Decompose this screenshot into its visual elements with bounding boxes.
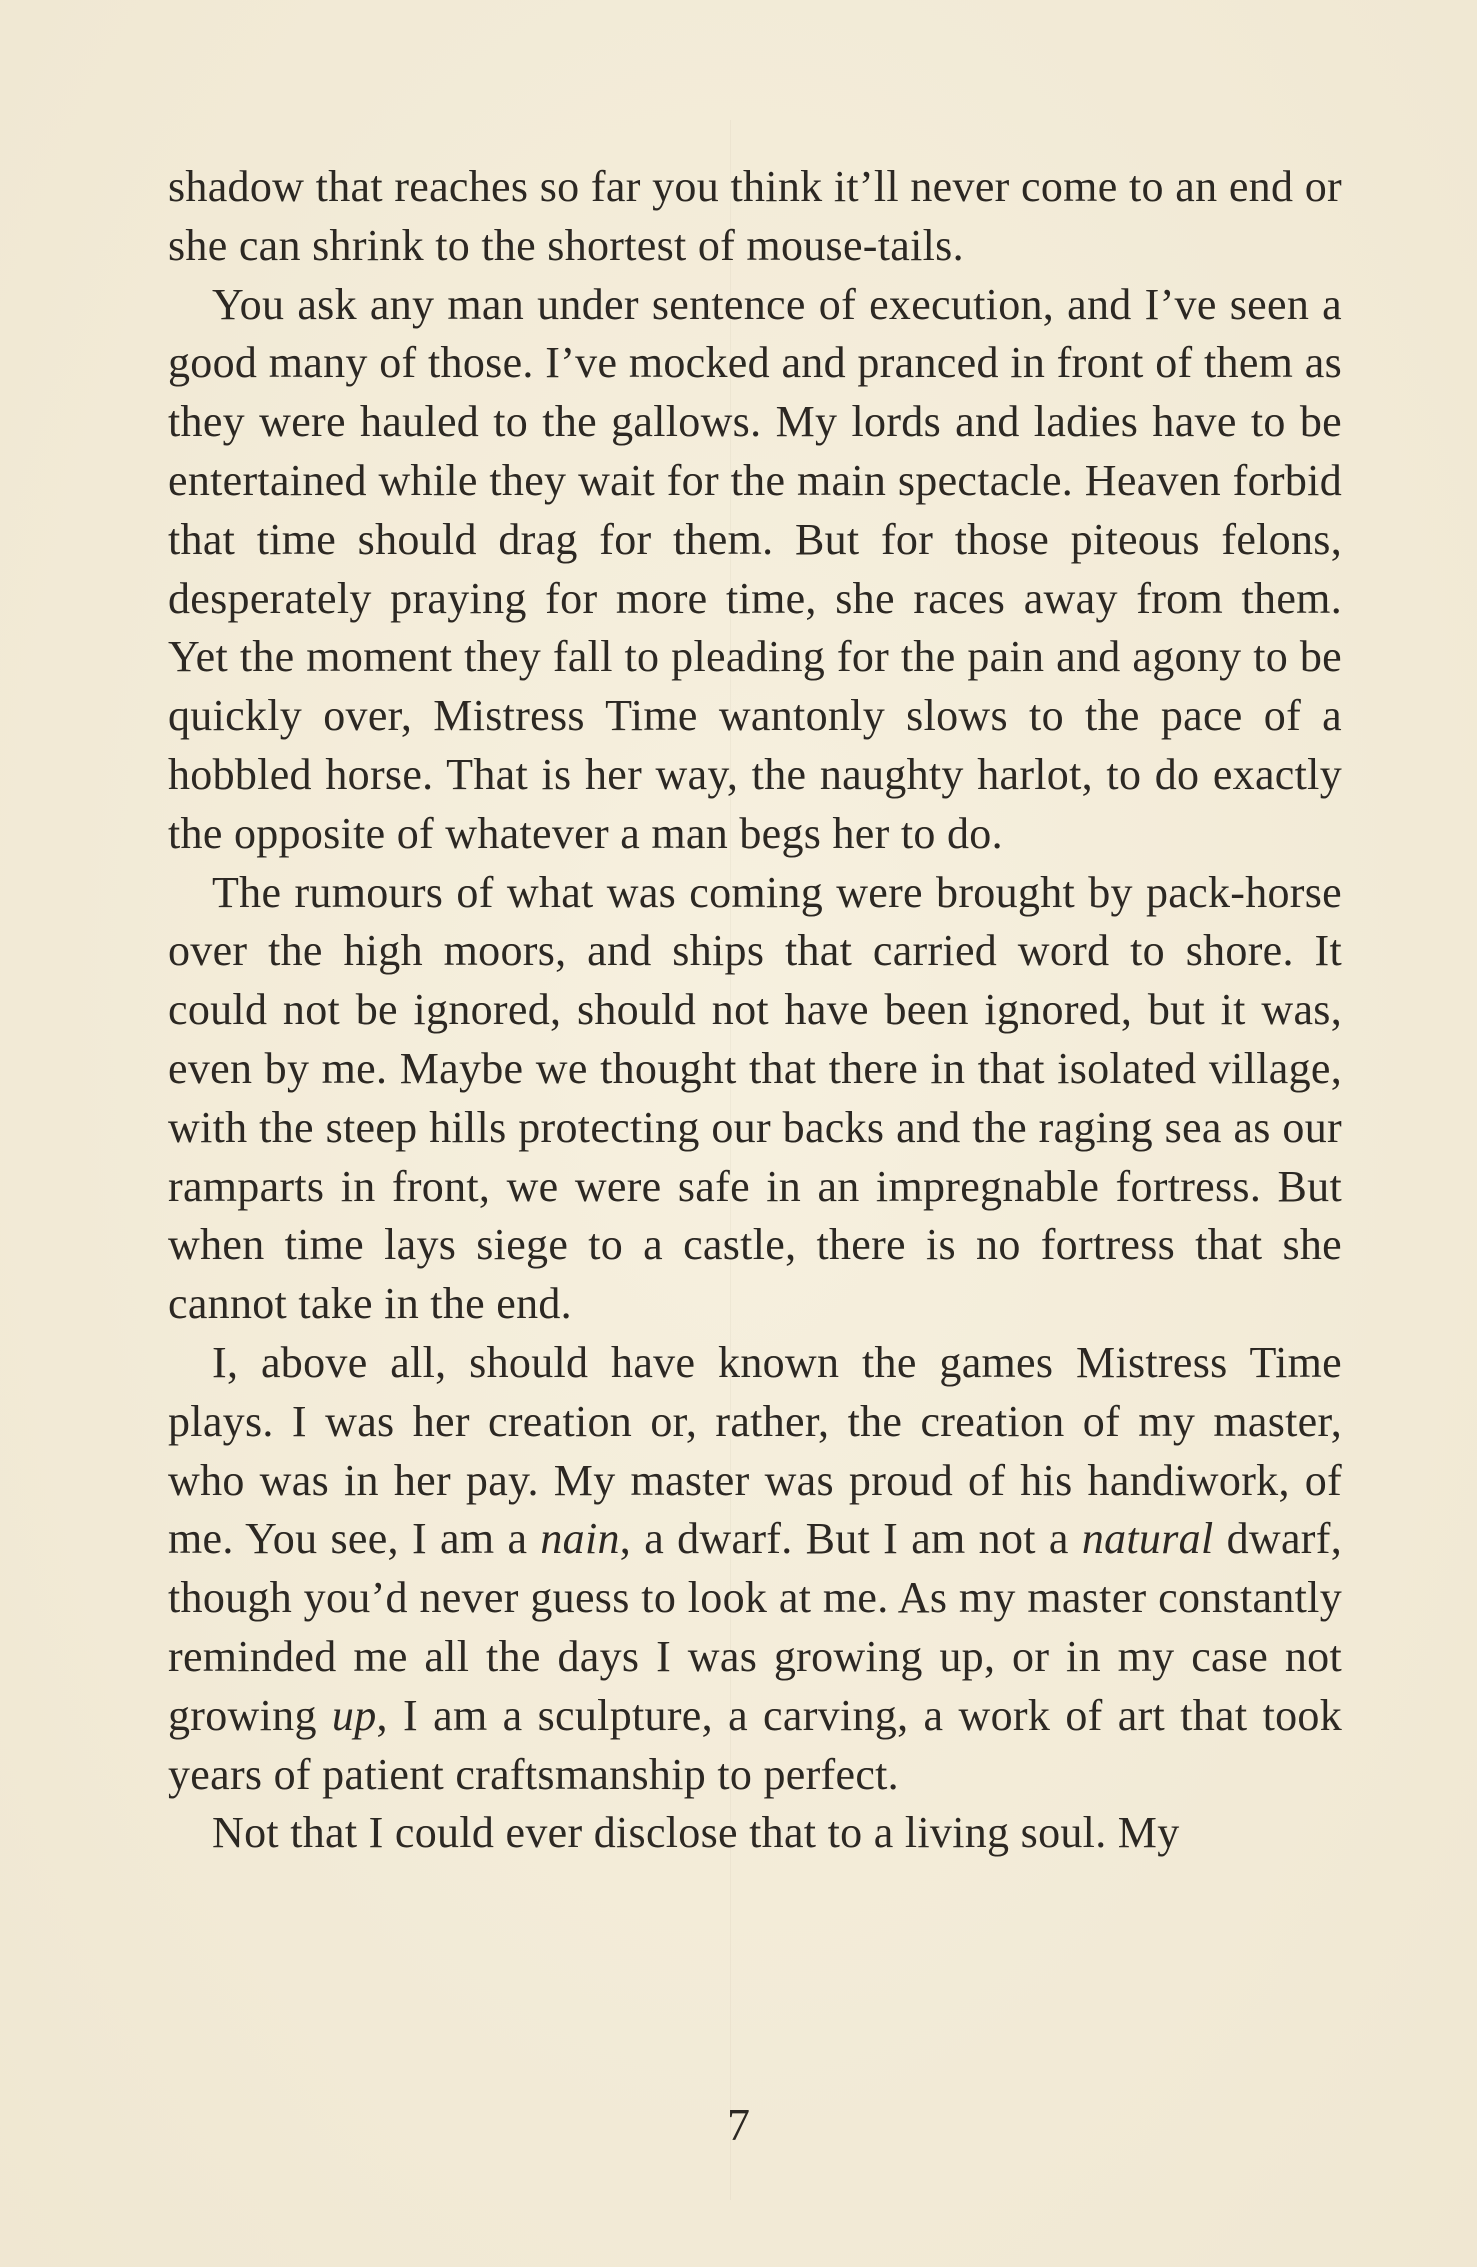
paragraph-text: , a dwarf. But I am not a [619,1514,1082,1564]
paragraph [168,1334,1342,1804]
paragraph [168,158,1342,276]
page-number: 7 [727,2099,750,2150]
paragraph-text: I, above all, should have known the games Mistress Time plays. I was her creation or, rather, the creation of my master, who was in her pay. My master was proud of his handiwork, of me. You see, I am a [168,1337,1342,1564]
paragraph-text: , I am a sculpture, a carving, a work of art that took years of patient craftsmanship to perfect. [168,1690,1342,1799]
paragraph-text: shadow that reaches so far you think it’ll never come to an end or she can shrink to the shortest of mouse-tails. [168,162,1342,270]
paragraph-text: dwarf, though you’d never guess to look at me. As my master constantly reminded me all the days I was growing up, or in my case not growing [168,1514,1343,1740]
italic-word: up [331,1690,377,1740]
italic-word: nain [540,1514,620,1564]
paragraph [168,864,1342,1334]
paragraph-text: You ask any man under sentence of execution, and I’ve seen a good many of those. I’ve mocked and pranced in front of them as they were hauled to the gallows. My lords and ladies have to be entertained while they wait for the main spectacle. Heaven forbid that time should drag for them. But for those piteous felons, desperately praying for more time, she races away from them. Yet the moment they fall to pleading for the pain and agony to be quickly over, Mistress Time wantonly slows to the pace of a hobbled horse. That is her way, the naughty harlot, to do exactly the opposite of whatever a man begs her to do. [168,279,1342,858]
italic-word: natural [1081,1514,1214,1564]
body-text [168,158,1342,1863]
paragraph-text: Not that I could ever disclose that to a living soul. My [212,1808,1180,1858]
paragraph [168,1804,1342,1863]
paragraph [168,276,1342,864]
paragraph-text: The rumours of what was coming were brought by pack-horse over the high moors, and ships that carried word to shore. It could not be ignored, should not have been ignored, but it was, even by me. Maybe we thought that there in that isolated village, with the steep hills protecting our backs and the raging sea as our ramparts in front, we were safe in an impregnable fortress. But when time lays siege to a castle, there is no fortress that she cannot take in the end. [168,867,1342,1329]
